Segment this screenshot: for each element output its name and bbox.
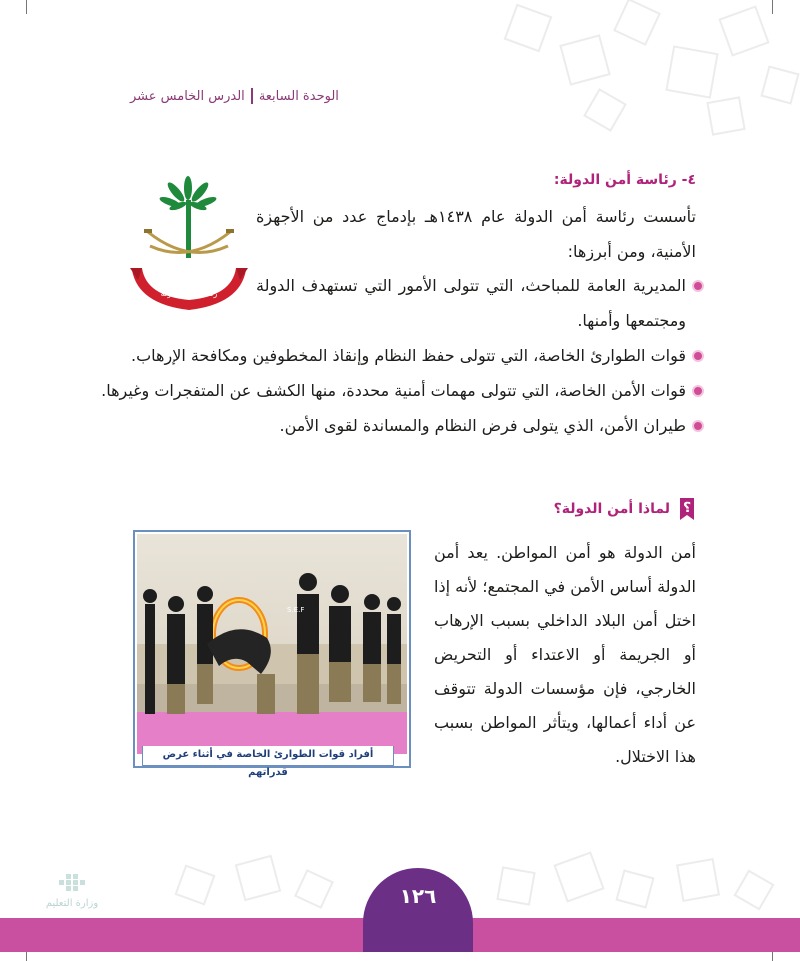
- svg-text:؟: ؟: [682, 500, 692, 516]
- list-item: طيران الأمن، الذي يتولى فرض النظام والمساندة لقوى الأمن.: [100, 408, 704, 443]
- decorative-pattern: [470, 0, 800, 140]
- list-item: المديرية العامة للمباحث، التي تتولى الأمور التي تستهدف الدولة ومجتمعها وأمنها.: [256, 268, 704, 338]
- list-item: قوات الأمن الخاصة، التي تتولى مهمات أمنية محددة، منها الكشف عن المتفجرات وغيرها.: [100, 373, 704, 408]
- svg-text:وزارة التعليم: وزارة التعليم: [45, 898, 99, 909]
- bullet-icon: [692, 420, 704, 432]
- bullet-icon: [692, 385, 704, 397]
- page-number: ١٢٦: [399, 884, 437, 908]
- page-header: [130, 88, 339, 104]
- emblem-text: رئاسة أمن الدولة: [160, 289, 218, 298]
- lesson-label: الدرس الخامس عشر: [130, 88, 245, 104]
- crop-mark: [26, 0, 27, 14]
- section-title: ٤- رئاسة أمن الدولة:: [553, 172, 696, 188]
- list-item: قوات الطوارئ الخاصة، التي تتولى حفظ النظام وإنقاذ المخطوفين ومكافحة الإرهاب.: [100, 338, 704, 373]
- unit-label: الوحدة السابعة: [258, 88, 339, 104]
- bullet-icon: [692, 280, 704, 292]
- bullet-list-part-1: [256, 268, 704, 338]
- question-answer: أمن الدولة هو أمن المواطن. يعد أمن الدولة أساس الأمن في المجتمع؛ لأنه إذا اختل أمن البلاد الداخلي بسبب الإرهاب أو الجريمة أو الاعتداء أو التحريض الخارجي، فإن مؤسسات الدولة تتوقف عن أداء أعمالها، ويتأثر المواطن بسبب هذا الاختلال.: [434, 543, 696, 766]
- question-title: ؟ لماذا أمن الدولة؟: [554, 496, 696, 522]
- special-forces-photo: [137, 534, 407, 754]
- photo-frame: [133, 530, 411, 768]
- crop-mark: [772, 0, 773, 14]
- bullet-list-part-2: [100, 338, 704, 443]
- question-mark-icon: [678, 496, 696, 522]
- bullet-icon: [692, 350, 704, 362]
- header-separator: [251, 88, 253, 104]
- photo-caption: أفراد قوات الطوارئ الخاصة في أثناء عرض قدراتهم: [142, 746, 394, 766]
- ministry-logo: [22, 870, 122, 912]
- section-intro: تأسست رئاسة أمن الدولة عام ١٤٣٨هـ بإدماج عدد من الأجهزة الأمنية، ومن أبرزها:: [256, 207, 697, 261]
- vest-label: S.E.F: [287, 606, 305, 614]
- state-security-emblem: [128, 172, 250, 314]
